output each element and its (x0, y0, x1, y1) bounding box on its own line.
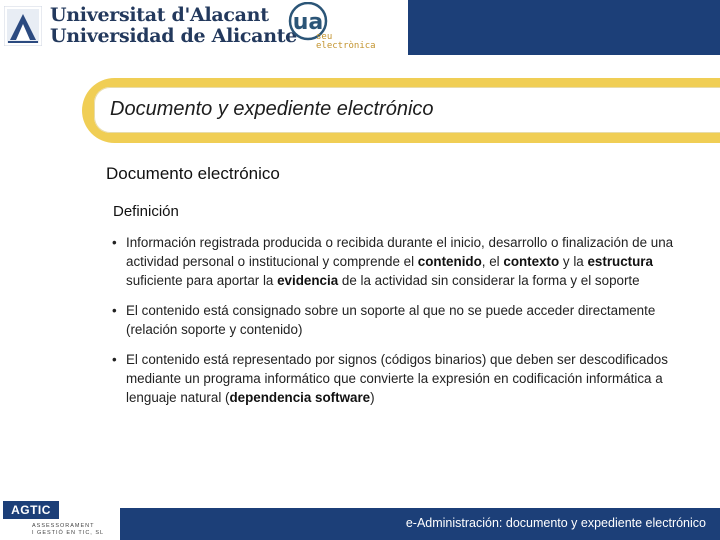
bullet-text: Información registrada producida o recibida durante el inicio, desarrollo o finalización de una actividad personal o institucional y comprende el (126, 235, 674, 269)
bullet-text: y la (559, 254, 588, 269)
agtic-logo: AGTIC (3, 501, 59, 519)
ua-logo-subtext (316, 33, 376, 51)
agtic-subtitle-line2: I GESTIÓ EN TIC, SL (32, 530, 105, 536)
ua-logo-subtext-line1: seu (316, 32, 333, 42)
list-item (112, 301, 702, 339)
footer-text: e-Administración: documento y expediente electrónico (405, 516, 706, 530)
university-name (50, 5, 297, 47)
slide-title: Documento y expediente electrónico (110, 98, 434, 120)
bullet-text: El contenido está representado por signos (códigos binarios) que deben ser descodificados mediante un programa informático que convierte la expresión en codificación informática a lenguaje natural ( (126, 352, 668, 405)
list-item (112, 233, 702, 290)
bullet-icon: • (112, 352, 117, 367)
bullet-text: , el (481, 254, 504, 269)
bold-term-contexto: contexto (503, 254, 560, 269)
ua-logo-text: ua (292, 10, 324, 35)
bold-term-evidencia: evidencia (277, 273, 339, 288)
university-name-line2: Universidad de Alicante (50, 25, 297, 47)
bullet-text: suficiente para aportar la (126, 273, 278, 288)
bullet-icon: • (112, 235, 117, 250)
ua-logo-subtext-line2: electrònica (316, 41, 376, 51)
header (0, 0, 720, 55)
agtic-subtitle-line1: ASSESSORAMENT (32, 523, 95, 529)
bullet-icon: • (112, 303, 117, 318)
bold-term-estructura: estructura (587, 254, 653, 269)
section-heading: Definición (113, 203, 179, 220)
bold-term-dependencia-software: dependencia software (229, 390, 371, 405)
header-bar (408, 0, 720, 55)
bold-term-contenido: contenido (417, 254, 482, 269)
list-item (112, 350, 702, 407)
bullet-list (112, 233, 702, 407)
bullet-text: de la actividad sin considerar la forma y el soporte (338, 273, 640, 288)
footer-bar (120, 508, 720, 540)
university-shield-icon (4, 6, 42, 46)
bullet-text: ) (370, 390, 375, 405)
agtic-subtitle (32, 523, 104, 537)
slide-subtitle: Documento electrónico (106, 164, 280, 183)
bullet-text: El contenido está consignado sobre un soporte al que no se puede acceder directamente (relación soporte y contenido) (126, 303, 656, 337)
university-name-line1: Universitat d'Alacant (50, 4, 269, 26)
